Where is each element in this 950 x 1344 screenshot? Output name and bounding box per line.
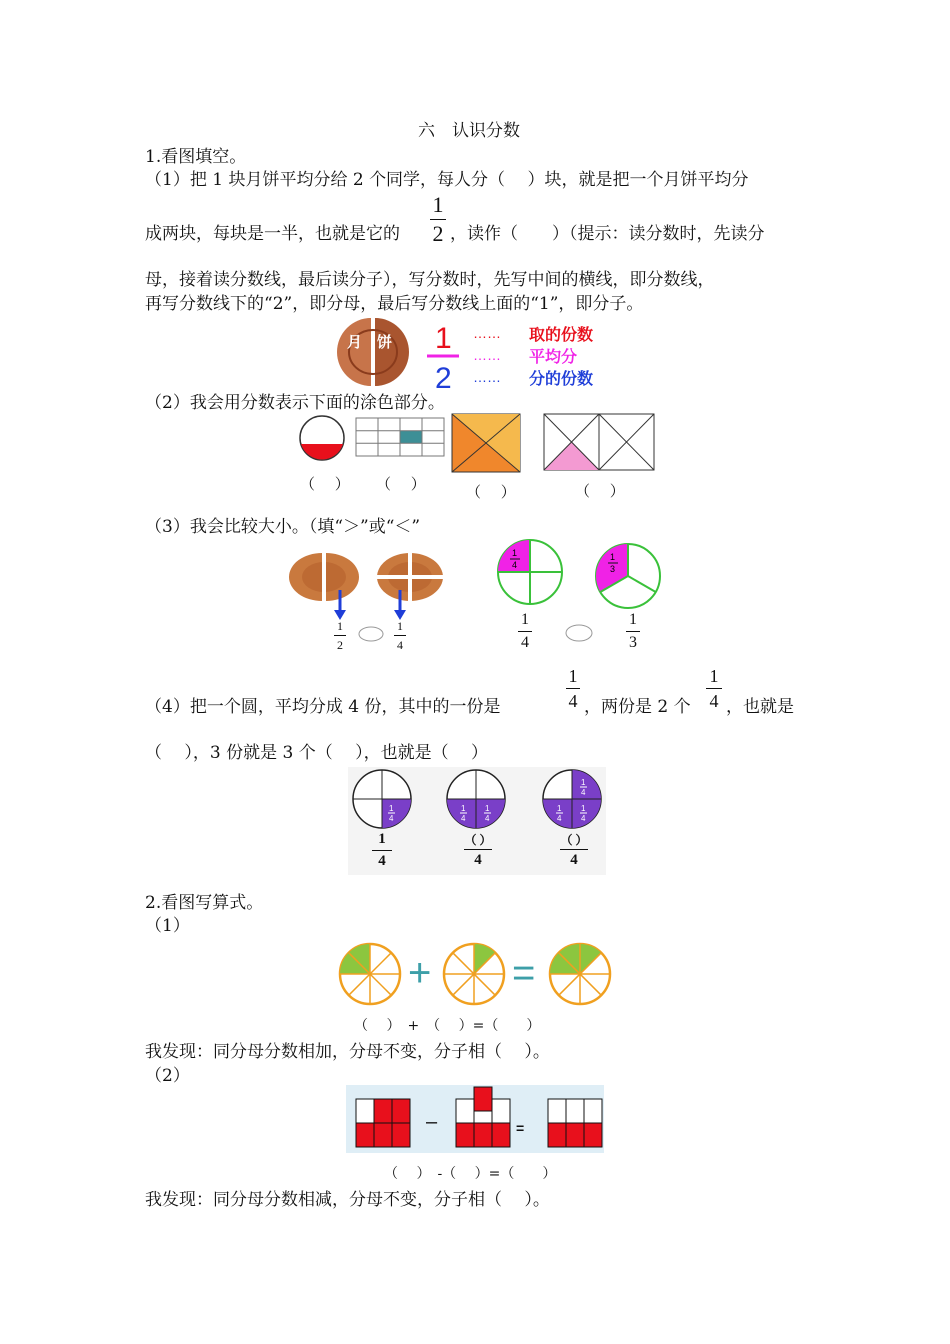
compare-fraction-1: 1 2 (334, 620, 346, 651)
subtraction-squares-diagram (346, 1085, 604, 1153)
bar-group-result (548, 1099, 602, 1147)
svg-text:1: 1 (610, 552, 616, 562)
q1-p2-text: （2）我会用分数表示下面的涂色部分。 (145, 393, 445, 413)
q1-p3-text: （3）我会比较大小。（填“＞”或“＜” (145, 517, 421, 537)
shaded-shapes-row (298, 412, 660, 474)
fraction-one-quarter-2: 1 4 (706, 667, 722, 710)
legend-dots-3: …… (473, 369, 501, 385)
three-quarters-circle (543, 770, 601, 828)
mooncake-label: 饼 (377, 334, 393, 351)
svg-text:1: 1 (461, 804, 466, 813)
big-denominator: 2 (435, 362, 452, 395)
q2-heading: 2.看图写算式。 (145, 893, 264, 913)
bar-group-a (356, 1099, 410, 1147)
mooncake-label: 月 (347, 334, 363, 351)
svg-text:4: 4 (389, 814, 394, 823)
svg-text:3: 3 (610, 564, 616, 574)
half-circle-shape (300, 416, 344, 460)
svg-text:1: 1 (581, 778, 586, 787)
eighths-circle-a (340, 944, 400, 1004)
compare-blank-oval[interactable] (564, 624, 594, 642)
svg-text:4: 4 (557, 814, 562, 823)
q1-p1-line1: （1）把 1 块月饼平均分给 2 个同学，每人分（ ）块，就是把一个月饼平均分 (145, 170, 749, 190)
orange-square-shape (452, 414, 520, 472)
addition-finding: 我发现：同分母分数相加，分母不变，分子相（ ）。 (145, 1042, 550, 1062)
mooncake-compare-pair (286, 550, 456, 624)
svg-text:4: 4 (485, 814, 490, 823)
plus-sign-icon: + (408, 951, 432, 995)
compare-fraction-2: 1 4 (394, 620, 406, 651)
mooncake-fraction-diagram (335, 316, 615, 395)
addition-equation[interactable]: （ ） + （ ）=（ ） (354, 1018, 541, 1034)
fraction-one-half: 1 2 (430, 194, 446, 245)
svg-text:1: 1 (557, 804, 562, 813)
svg-text:4: 4 (461, 814, 466, 823)
equals-sign-icon: = (516, 1120, 525, 1136)
q1-p1-line2b: ，读作（ ）（提示：读分数时，先读分 (450, 224, 765, 244)
legend-dots-2: …… (473, 347, 501, 363)
subtraction-finding: 我发现：同分母分数相减，分母不变，分子相（ ）。 (145, 1190, 550, 1210)
svg-text:4: 4 (581, 788, 586, 797)
q1-p1-line4: 再写分数线下的“2”，即分母，最后写分数线上面的“1”，即分子。 (145, 294, 644, 314)
grid-rectangle-shape (356, 418, 444, 456)
legend-line-desc: 平均分 (529, 349, 578, 366)
svg-text:1: 1 (485, 804, 490, 813)
minus-sign-icon: – (426, 1111, 438, 1133)
addition-circles-diagram (336, 940, 616, 1008)
compare-fraction-3: 1 4 (518, 612, 532, 651)
page-title: 六 认识分数 (418, 121, 520, 141)
fraction-one-quarter: 1 4 (566, 667, 580, 710)
q1-p4-line1c: ，也就是 (726, 697, 794, 717)
caption-fraction-3[interactable]: （ ） 4 (560, 833, 588, 868)
q1-heading: 1.看图填空。 (145, 147, 247, 167)
compare-blank-oval[interactable] (357, 626, 385, 642)
legend-dots-1: …… (473, 325, 501, 341)
quarter-circle (498, 540, 562, 604)
circle-compare-pair (494, 538, 666, 610)
eighths-circle-b (444, 944, 504, 1004)
legend-denominator-desc: 分的份数 (529, 371, 594, 388)
svg-text:1: 1 (512, 548, 518, 558)
two-quarters-circle (447, 770, 505, 828)
q1-p4-line1b: ，两份是 2 个 (584, 697, 691, 717)
third-circle (596, 544, 660, 608)
svg-text:4: 4 (581, 814, 586, 823)
shape-blank-4[interactable]: （ ） (575, 482, 625, 500)
q1-p4-line1a: （4）把一个圆，平均分成 4 份，其中的一份是 (145, 697, 501, 717)
shape-blank-2[interactable]: （ ） (376, 475, 426, 493)
caption-fraction-1: 1 4 (372, 832, 392, 869)
mooncake-halves (289, 553, 359, 601)
big-numerator: 1 (435, 322, 452, 355)
eighths-circle-sum (550, 944, 610, 1004)
two-square-triangles-shape (544, 414, 654, 470)
q1-p1-line3: 母，接着读分数线，最后读分子），写分数时，先写中间的横线，即分数线， (145, 270, 715, 290)
q1-p1-line2a: 成两块，每块是一半，也就是它的 (145, 224, 400, 244)
shape-blank-3[interactable]: （ ） (466, 483, 516, 501)
equals-sign-icon: = (512, 951, 536, 995)
svg-text:4: 4 (512, 560, 518, 570)
caption-fraction-2[interactable]: （ ） 4 (464, 833, 492, 868)
q2-p2-label: （2） (145, 1066, 190, 1086)
svg-text:1: 1 (389, 804, 394, 813)
q1-p4-line2: （ ），3 份就是 3 个（ ），也就是（ ） (145, 743, 489, 763)
svg-text:1: 1 (581, 804, 586, 813)
legend-numerator-desc: 取的份数 (529, 327, 594, 344)
shape-blank-1[interactable]: （ ） (300, 475, 350, 493)
mooncake-quarters (376, 553, 444, 601)
compare-fraction-4: 1 3 (626, 612, 640, 651)
one-quarter-circle (353, 770, 411, 828)
subtraction-equation[interactable]: （ ） -（ ）=（ ） (384, 1166, 557, 1182)
q2-p1-label: （1） (145, 916, 190, 936)
mooncake-image (337, 318, 409, 386)
